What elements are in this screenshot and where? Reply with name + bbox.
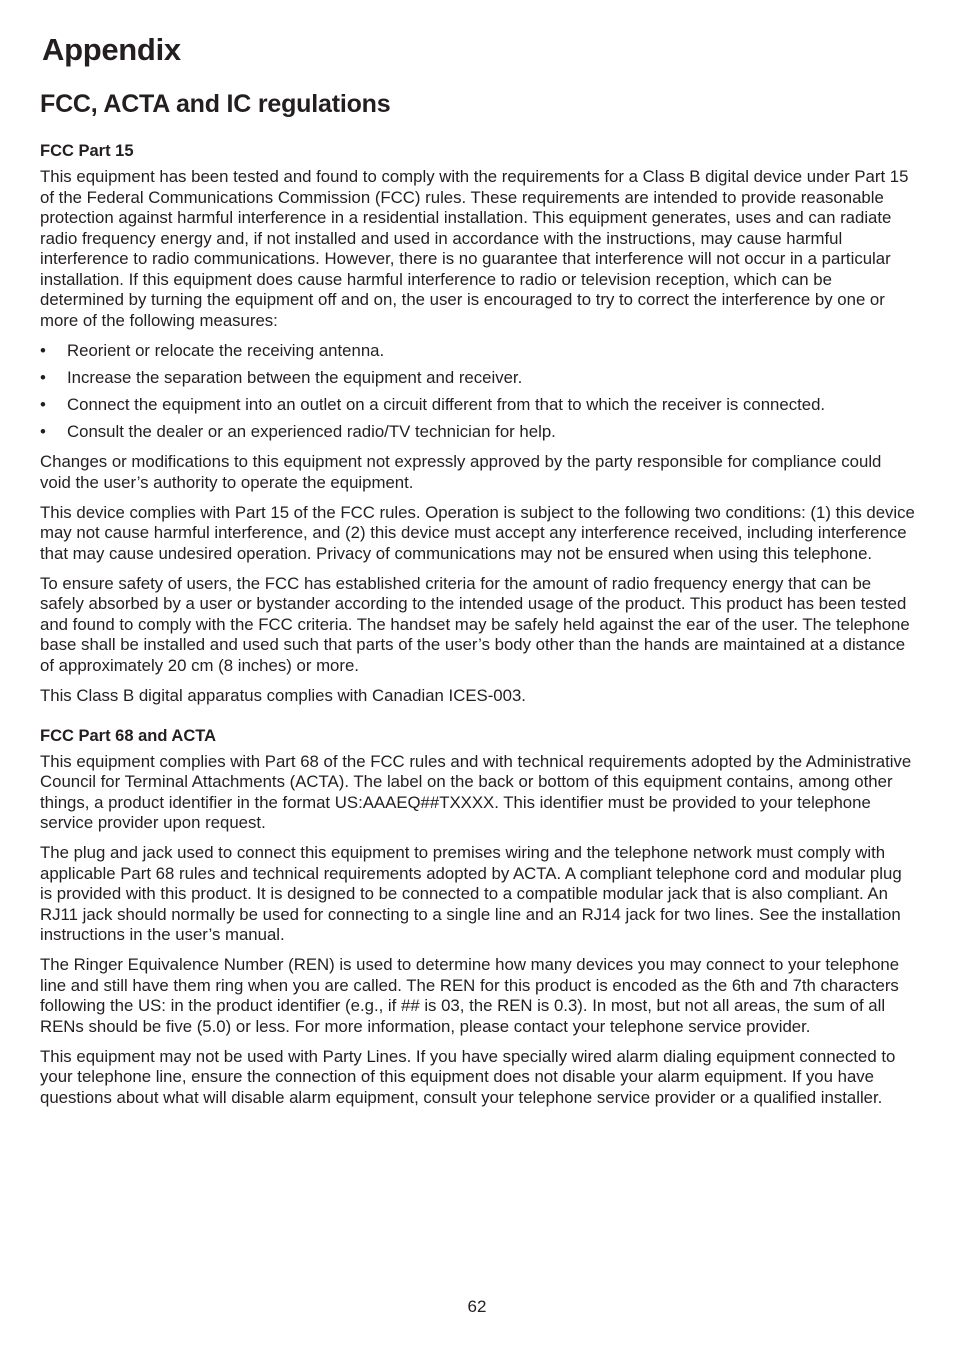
ices-paragraph: This Class B digital apparatus complies with Canadian ICES-003. [40, 685, 526, 705]
fcc-part-68-heading: FCC Part 68 and ACTA [40, 726, 217, 745]
safety-paragraph: To ensure safety of users, the FCC has established criteria for the amount of radio frequency energy that can be safely absorbed by a user or bystander according to the intended usage of the product. This product has been tested and found to comply with the FCC criteria. The handset may be safely held against the ear of the user. The telephone base shall be installed and used such that parts of the user’s body other than the hands are maintained at a distance of approximately 20 cm (8 inches) or more. [40, 573, 910, 675]
fcc-part-15-heading: FCC Part 15 [40, 142, 134, 160]
compliance-paragraph: This device complies with Part 15 of the FCC rules. Operation is subject to the following two conditions: (1) this device may not cause harmful interference, and (2) this device must accept any interference received, including interference that may cause undesired operation. Privacy of communications may not be ensured when using this telephone. [40, 502, 915, 563]
changes-paragraph: Changes or modifications to this equipment not expressly approved by the party responsible for compliance could void the user’s authority to operate the equipment. [40, 452, 882, 492]
section-title: FCC, ACTA and IC regulations [40, 90, 391, 118]
page-number: 62 [467, 1297, 487, 1316]
part-68-paragraph-3: The Ringer Equivalence Number (REN) is used to determine how many devices you may connect to your telephone line and still have them ring when you are called. The REN for this product is encoded as the 6th and 7th characters following the US: in the product identifier (e.g., if ## is 03, the REN is 0.3). In most, but not all areas, the sum of all RENs should be five (5.0) or less. For more information, please contact your telephone service provider. [40, 955, 900, 1036]
fcc-part-15-intro: This equipment has been tested and found to comply with the requirements for a Class B digital device under Part 15 of the Federal Communications Commission (FCC) rules. These requirements are intended to provide reasonable protection against harmful interference in a residential installation. This equipment generates, uses and can radiate radio frequency energy and, if not installed and used in accordance with the instructions, may cause harmful interference to radio communications. However, there is no guarantee that interference will not occur in a particular installation. If this equipment does cause harmful interference to radio or television reception, which can be determined by turning the equipment off and on, the user is encouraged to try to correct the interference by one or more of the following measures: [40, 167, 909, 330]
bullet-icon: • [40, 394, 46, 414]
part-68-paragraph-4: This equipment may not be used with Party Lines. If you have specially wired alarm dialing equipment connected to your telephone line, ensure the connection of this equipment does not disable your alarm equipment. If you have questions about what will disable alarm equipment, consult your telephone service provider or a qualified installer. [40, 1046, 896, 1107]
list-item: • Connect the equipment into an outlet on a circuit different from that to which the receiver is connected. [40, 394, 826, 414]
list-item: • Increase the separation between the equipment and receiver. [40, 367, 523, 387]
interference-measures-list [40, 341, 915, 443]
section-spacer [40, 716, 915, 726]
part-68-paragraph-1: This equipment complies with Part 68 of the FCC rules and with technical requirements adopted by the Administrative Council for Terminal Attachments (ACTA). The label on the back or bottom of this equipment contains, among other things, a product identifier in the format US:AAAEQ##TXXXX. This identifier must be provided to your telephone service provider upon request. [40, 751, 912, 832]
list-item: • Consult the dealer or an experienced radio/TV technician for help. [40, 421, 556, 441]
document-body [40, 141, 915, 1118]
part-68-paragraph-2: The plug and jack used to connect this equipment to premises wiring and the telephone network must comply with applicable Part 68 rules and technical requirements adopted by ACTA. A compliant telephone cord and modular plug is provided with this product. It is designed to be connected to a compatible modular jack that is also compliant. An RJ11 jack should normally be used for connecting to a single line and an RJ14 jack for two lines. See the installation instructions in the user’s manual. [40, 843, 902, 944]
list-item: • Reorient or relocate the receiving antenna. [40, 340, 385, 360]
bullet-icon: • [40, 340, 46, 360]
bullet-icon: • [40, 367, 46, 387]
bullet-icon: • [40, 421, 46, 441]
page-title: Appendix [42, 32, 181, 67]
